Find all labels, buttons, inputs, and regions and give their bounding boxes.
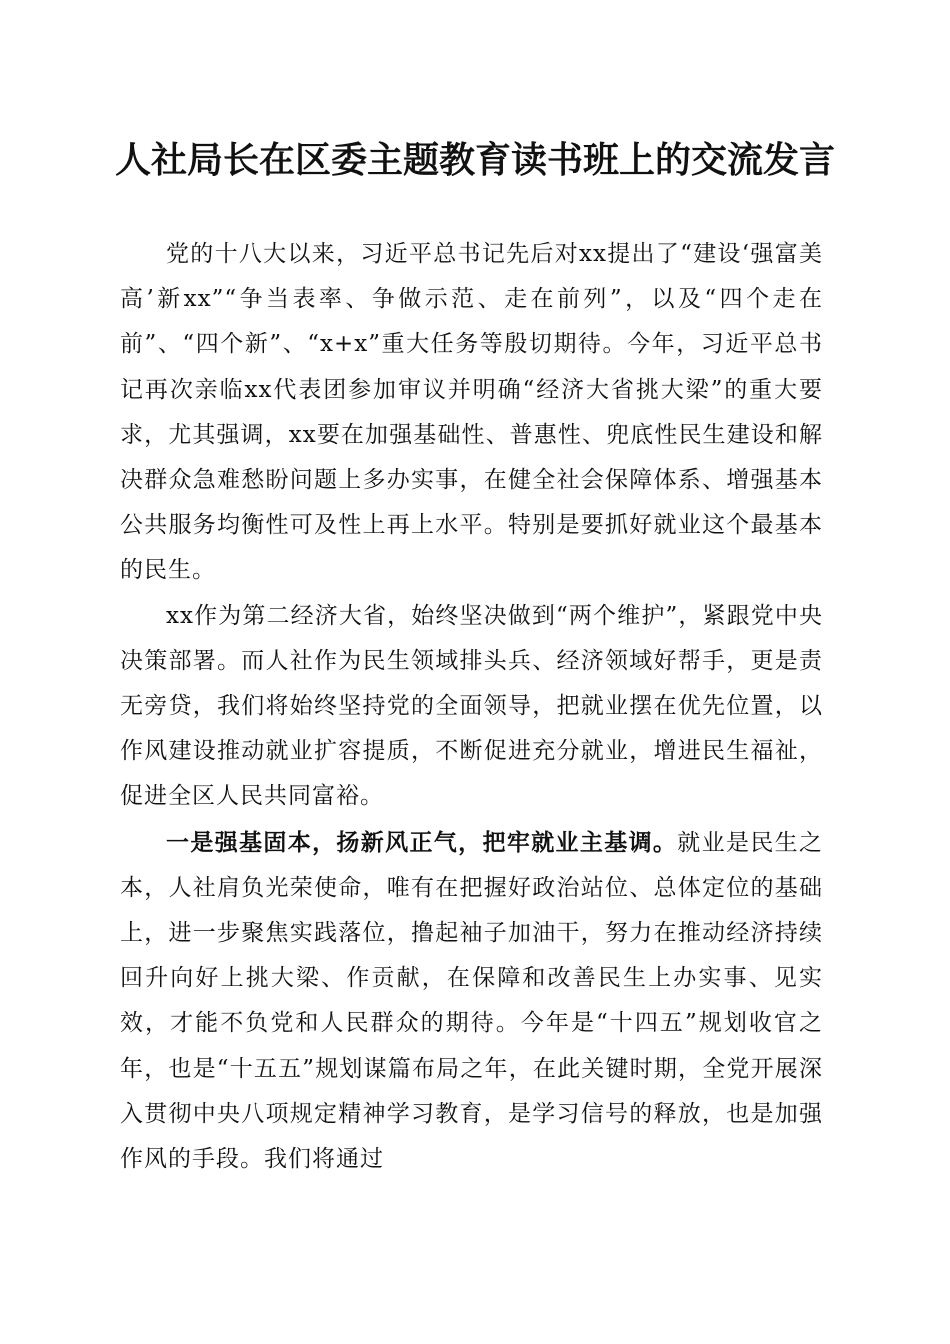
paragraph-3-lead: 一是强基固本，扬新风正气，把牢就业主基调。 xyxy=(166,828,678,856)
paragraph-3-text: 就业是民生之本，人社肩负光荣使命，唯有在把握好政治站位、总体定位的基础上，进一步聚焦实践落位，撸起袖子加油干，努力在推动经济持续回升向好上挑大梁、作贡献，在保障和改善民生上办实事、见实效，才能不负党和人民群众的期待。今年是“十四五”规划收官之年，也是“十五五”规划谋篇布局之年，在此关键时期，全党开展深入贯彻中央八项规定精神学习教育，是学习信号的释放，也是加强作风的手段。我们将通过 xyxy=(120,829,824,1173)
document-title: 人社局长在区委主题教育读书班上的交流发言 xyxy=(114,139,835,181)
paragraph-3 xyxy=(120,820,823,1183)
paragraph-1-text: 党的十八大以来，习近平总书记先后对xx提出了“建设‘强富美高’新xx”“争当表率、争做示范、走在前列”，以及“四个走在前”、“四个新”、“x+x”重大任务等殷切期待。今年，习近平总书记再次亲临xx代表团参加审议并明确“经济大省挑大梁”的重大要求，尤其强调，xx要在加强基础性、普惠性、兜底性民生建设和解决群众急难愁盼问题上多办实事，在健全社会保障体系、增强基本公共服务均衡性可及性上再上水平。特别是要抓好就业这个最基本的民生。 xyxy=(120,241,823,584)
document-body xyxy=(120,232,823,1182)
paragraph-2 xyxy=(120,594,823,820)
paragraph-2-text: xx作为第二经济大省，始终坚决做到“两个维护”，紧跟党中央决策部署。而人社作为民生领域排头兵、经济领域好帮手，更是责无旁贷，我们将始终坚持党的全面领导，把就业摆在优先位置，以作风建设推动就业扩容提质，不断促进充分就业，增进民生福祉，促进全区人民共同富裕。 xyxy=(120,602,823,810)
paragraph-1 xyxy=(120,232,823,594)
